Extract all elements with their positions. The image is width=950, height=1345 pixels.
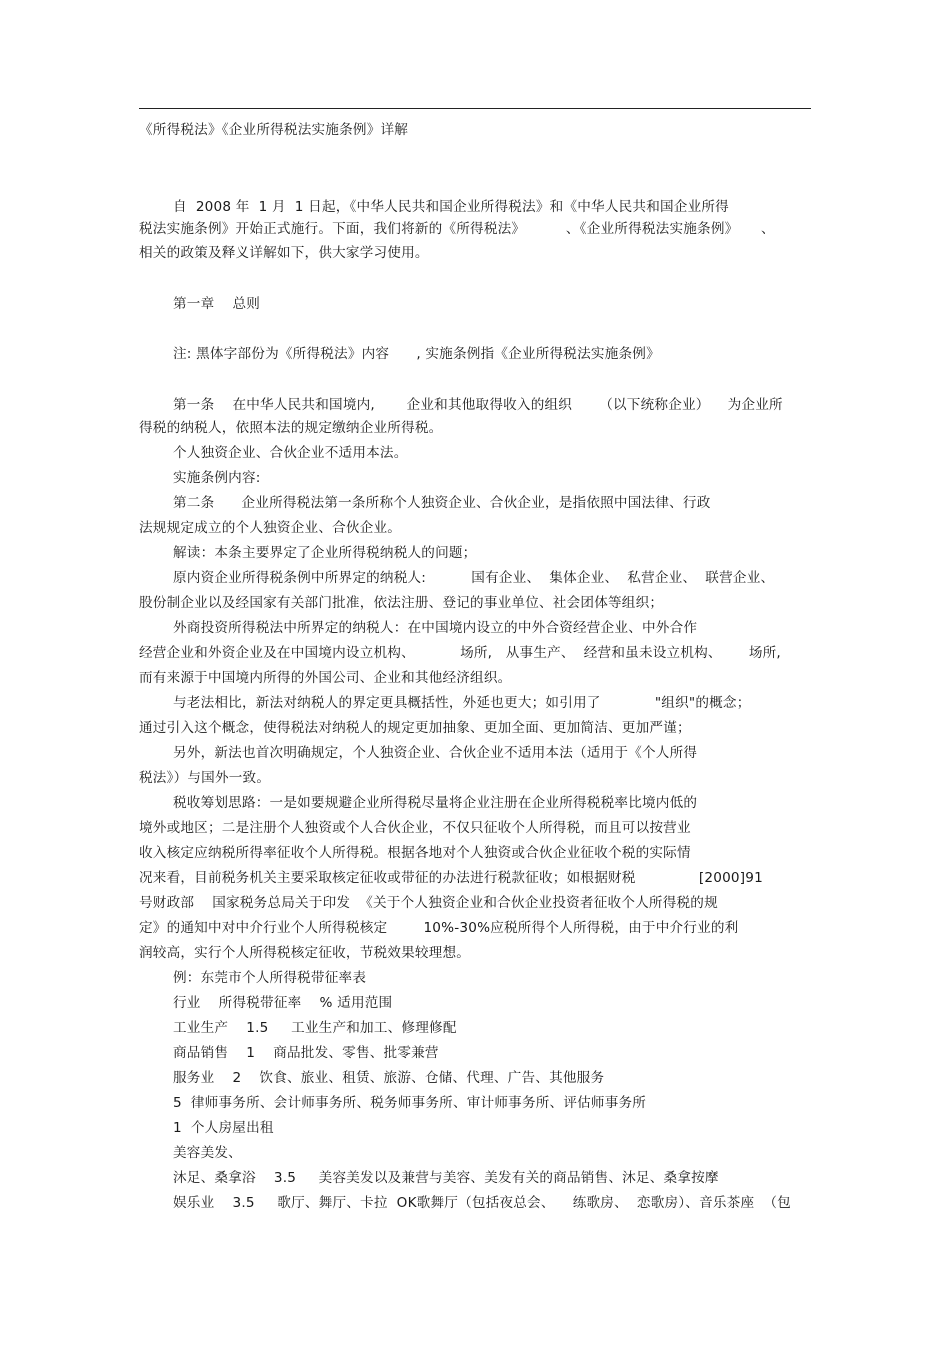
document-title: 《所得税法》《企业所得税法实施条例》详解 — [139, 122, 409, 138]
table-row: 工业生产 1.5 工业生产和加工、修理修配 — [173, 1020, 457, 1036]
paragraph-line: 经营企业和外资企业及在中国境内设立机构、 场所, 从事生产、 经营和虽未设立机构、 场所, — [139, 645, 781, 661]
paragraph-line: 第一条 在中华人民共和国境内, 企业和其他取得收入的组织 （以下统称企业） 为企业所 — [173, 397, 783, 413]
table-header-row: 行业 所得税带征率 % 适用范围 — [173, 995, 393, 1011]
paragraph-line: 与老法相比，新法对纳税人的界定更具概括性，外延也更大；如引用了 "组织"的概念； — [173, 695, 751, 711]
paragraph-line: 解读：本条主要界定了企业所得税纳税人的问题； — [173, 545, 477, 561]
note-line: 注: 黑体字部份为《所得税法》内容 , 实施条例指《企业所得税法实施条例》 — [173, 346, 660, 362]
paragraph-line: 得税的纳税人，依照本法的规定缴纳企业所得税。 — [139, 420, 443, 436]
paragraph-line: 相关的政策及释义详解如下，供大家学习使用。 — [139, 245, 429, 261]
paragraph-line: 税法实施条例》开始正式施行。下面，我们将新的《所得税法》 、《企业所得税法实施条例》 、 — [139, 221, 775, 237]
paragraph-line: 号财政部 国家税务总局关于印发 《关于个人独资企业和合伙企业投资者征收个人所得税的规 — [139, 895, 718, 911]
paragraph-line: 法规规定成立的个人独资企业、合伙企业。 — [139, 520, 402, 536]
paragraph-line: 收入核定应纳税所得率征收个人所得税。根据各地对个人独资或合伙企业征收个税的实际情 — [139, 845, 691, 861]
paragraph-line: 而有来源于中国境内所得的外国公司、企业和其他经济组织。 — [139, 670, 512, 686]
paragraph-line: 原内资企业所得税条例中所界定的纳税人: 国有企业、 集体企业、 私营企业、 联营企业、 — [173, 570, 775, 586]
table-row: 沐足、桑拿浴 3.5 美容美发以及兼营与美容、美发有关的商品销售、沐足、桑拿按摩 — [173, 1170, 719, 1186]
paragraph-line: 税收筹划思路：一是如要规避企业所得税尽量将企业注册在企业所得税税率比境内低的 — [173, 795, 698, 811]
table-row: 娱乐业 3.5 歌厅、舞厅、卡拉 OK歌舞厅（包括夜总会、 练歌房、 恋歌房）、音乐茶座 （包 — [173, 1195, 791, 1211]
table-row: 商品销售 1 商品批发、零售、批零兼营 — [173, 1045, 439, 1061]
paragraph-line: 第二条 企业所得税法第一条所称个人独资企业、合伙企业，是指依照中国法律、行政 — [173, 495, 711, 511]
paragraph-line: 况来看，目前税务机关主要采取核定征收或带征的办法进行税款征收；如根据财税 [2000]91 — [139, 870, 763, 886]
example-heading: 例：东莞市个人所得税带征率表 — [173, 970, 367, 986]
table-row: 美容美发、 — [173, 1145, 242, 1161]
chapter-heading: 第一章 总则 — [173, 296, 261, 312]
paragraph-line: 境外或地区；二是注册个人独资或个人合伙企业，不仅只征收个人所得税，而且可以按营业 — [139, 820, 691, 836]
table-row: 服务业 2 饮食、旅业、租赁、旅游、仓储、代理、广告、其他服务 — [173, 1070, 605, 1086]
paragraph-line: 通过引入这个概念，使得税法对纳税人的规定更加抽象、更加全面、更加简洁、更加严谨； — [139, 720, 691, 736]
paragraph-line: 另外，新法也首次明确规定，个人独资企业、合伙企业不适用本法（适用于《个人所得 — [173, 745, 698, 761]
paragraph-line: 股份制企业以及经国家有关部门批准，依法注册、登记的事业单位、社会团体等组织； — [139, 595, 664, 611]
paragraph-line: 外商投资所得税法中所界定的纳税人：在中国境内设立的中外合资经营企业、中外合作 — [173, 620, 698, 636]
table-row: 1 个人房屋出租 — [173, 1120, 274, 1136]
paragraph-line: 润较高，实行个人所得税核定征收，节税效果较理想。 — [139, 945, 471, 961]
paragraph-line: 个人独资企业、合伙企业不适用本法。 — [173, 445, 408, 461]
paragraph-line: 定》的通知中对中介行业个人所得税核定 10%-30%应税所得个人所得税，由于中介行业的利 — [139, 920, 739, 936]
header-rule — [139, 108, 811, 109]
paragraph-line: 实施条例内容: — [173, 470, 261, 486]
paragraph-line: 自 2008 年 1 月 1 日起，《中华人民共和国企业所得税法》和《中华人民共和国企业所得 — [173, 199, 729, 215]
table-row: 5 律师事务所、会计师事务所、税务师事务所、审计师事务所、评估师事务所 — [173, 1095, 647, 1111]
paragraph-line: 税法》）与国外一致。 — [139, 770, 271, 786]
